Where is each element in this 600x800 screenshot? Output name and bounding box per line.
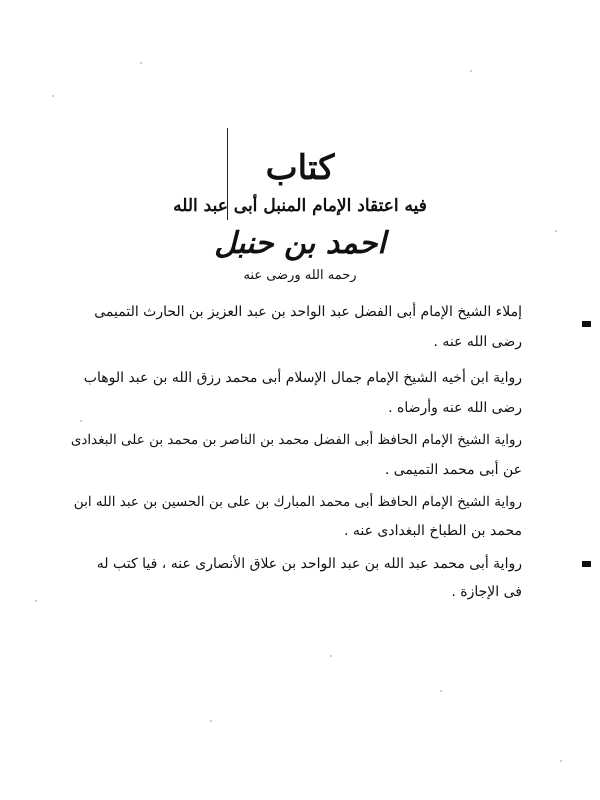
book-subtitle: فيه اعتقاد الإمام المنبل أبى عبد الله (173, 196, 427, 216)
text-line: عن أبى محمد التميمى . (384, 462, 522, 478)
text-line: محمد بن الطباخ البغدادى عنه . (343, 523, 522, 539)
paper-speck (210, 720, 212, 722)
paper-speck (330, 655, 332, 657)
edge-mark (582, 561, 591, 567)
paper-speck (140, 62, 142, 64)
edge-mark (582, 321, 591, 327)
text-line: رواية أبى محمد عبد الله بن عبد الواحد بن علاق الأنصارى عنه ، فيا كتب له (96, 556, 522, 572)
paper-speck (470, 70, 472, 72)
honorific: رحمه الله ورضى عنه (243, 268, 357, 283)
text-line: رضى الله عنه . (433, 334, 522, 350)
book-title: كتاب (265, 148, 335, 188)
paper-speck (560, 760, 562, 762)
text-line: رواية الشيخ الإمام الحافظ أبى محمد المبارك بن على بن الحسين بن عبد الله ابن (73, 494, 522, 510)
paper-speck (440, 690, 442, 692)
paper-speck (80, 420, 82, 422)
paper-speck (35, 600, 37, 602)
text-line: إملاء الشيخ الإمام أبى الفضل عبد الواحد بن عبد العزيز بن الحارث التميمى (94, 304, 522, 320)
paper-speck (52, 95, 54, 97)
text-line: رواية ابن أخيه الشيخ الإمام جمال الإسلام أبى محمد رزق الله بن عبد الوهاب (83, 370, 522, 386)
text-line: فى الإجازة . (451, 584, 522, 600)
text-line: رواية الشيخ الإمام الحافظ أبى الفضل محمد بن الناصر بن محمد بن على البغدادى (70, 432, 522, 448)
author-name: احمد بن حنبل (214, 226, 386, 261)
text-line: رضى الله عنه وأرضاه . (388, 400, 522, 416)
